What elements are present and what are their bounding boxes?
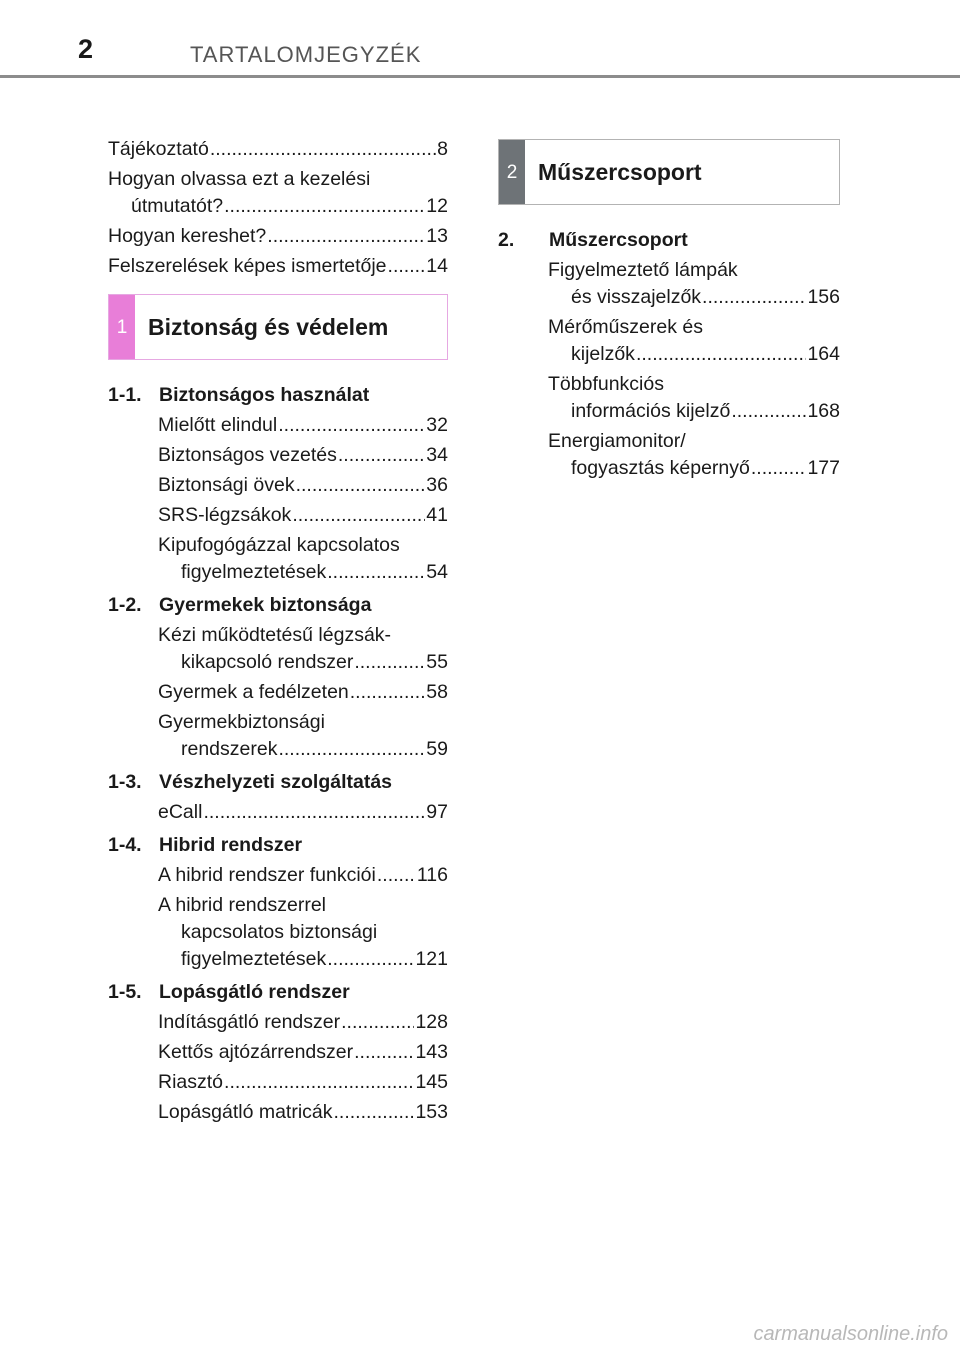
page-ref: 36 — [426, 474, 448, 496]
toc-entry-text: SRS-légzsákok — [158, 504, 292, 526]
dot-leader — [267, 223, 425, 250]
dot-leader — [278, 736, 425, 763]
toc-entry[interactable] — [158, 472, 448, 499]
chapter-2-tab: 2 — [499, 140, 525, 204]
toc-entry-text: Riasztó — [158, 1071, 224, 1093]
toc-entry[interactable] — [158, 502, 448, 529]
dot-leader — [341, 1009, 414, 1036]
dot-leader — [636, 341, 807, 368]
section-entries — [108, 622, 448, 763]
section-number: 1-5. — [108, 981, 142, 1003]
toc-entry-text: Hogyan olvassa ezt a kezelési — [108, 168, 371, 190]
toc-entry-text: kapcsolatos biztonsági — [181, 921, 378, 943]
toc-entry-text: Többfunkciós — [548, 373, 664, 395]
chapter-1-tab: 1 — [109, 295, 135, 359]
toc-entry-text: Energiamonitor/ — [548, 430, 686, 452]
section-entries — [108, 799, 448, 826]
toc-entry-text: Lopásgátló matricák — [158, 1101, 333, 1123]
section-heading[interactable] — [108, 769, 448, 796]
dot-leader — [296, 472, 426, 499]
page-ref: 13 — [426, 225, 448, 247]
toc-entry-text: Kettős ajtózárrendszer — [158, 1041, 354, 1063]
section-entries — [108, 862, 448, 973]
toc-entry-text: Hogyan kereshet? — [108, 225, 267, 247]
toc-entry[interactable] — [548, 371, 840, 425]
section-number: 2. — [498, 229, 515, 251]
page-ref: 116 — [416, 864, 448, 886]
section-title: Műszercsoport — [549, 229, 688, 251]
page-ref: 54 — [426, 561, 448, 583]
chapter-2-sections — [498, 227, 840, 482]
toc-entry[interactable] — [158, 1009, 448, 1036]
chapter-1-banner[interactable] — [108, 294, 448, 360]
page-ref: 97 — [426, 801, 448, 823]
chapter-1-sections — [108, 382, 448, 1126]
chapter-1-title: Biztonság és védelem — [148, 313, 389, 340]
dot-leader — [731, 398, 806, 425]
page-header — [0, 0, 960, 80]
toc-entry-text: A hibrid rendszerrel — [158, 894, 326, 916]
toc-entry[interactable] — [548, 314, 840, 368]
toc-entry[interactable] — [158, 799, 448, 826]
dot-leader — [224, 1069, 414, 1096]
toc-entry[interactable] — [158, 862, 448, 889]
toc-entry-text: kikapcsoló rendszer — [181, 651, 354, 673]
toc-entry[interactable] — [108, 223, 448, 250]
dot-leader — [334, 1099, 415, 1126]
toc-entry-text: Kipufogógázzal kapcsolatos — [158, 534, 400, 556]
toc-entry-text: Gyermekbiztonsági — [158, 711, 325, 733]
toc-entry-text: Felszerelések képes ismertetője — [108, 255, 387, 277]
section-heading[interactable] — [108, 382, 448, 409]
section-title: Vészhelyzeti szolgáltatás — [159, 771, 393, 793]
dot-leader — [751, 455, 807, 482]
running-title: TARTALOMJEGYZÉK — [190, 42, 422, 67]
section-title: Gyermekek biztonsága — [159, 594, 372, 616]
toc-entry[interactable] — [548, 428, 840, 482]
page-ref: 59 — [426, 738, 448, 760]
page-ref: 164 — [807, 343, 840, 365]
toc-entry-text: Indításgátló rendszer — [158, 1011, 341, 1033]
section-heading[interactable] — [498, 227, 840, 254]
page-ref: 121 — [415, 948, 448, 970]
intro-list — [108, 136, 448, 280]
section-heading[interactable] — [108, 979, 448, 1006]
page-ref: 145 — [415, 1071, 448, 1093]
toc-entry-text: rendszerek — [181, 738, 278, 760]
section-number: 1-3. — [108, 771, 142, 793]
chapter-2-title: Műszercsoport — [538, 158, 702, 185]
toc-entry-text: figyelmeztetések — [181, 948, 327, 970]
toc-entry-text: Biztonságos vezetés — [158, 444, 337, 466]
toc-entry[interactable] — [108, 136, 448, 163]
section-title: Biztonságos használat — [159, 384, 370, 406]
chapter-2-banner[interactable] — [498, 139, 840, 205]
toc-entry[interactable] — [158, 442, 448, 469]
section-entries — [498, 257, 840, 482]
toc-entry-text: A hibrid rendszer funkciói — [158, 864, 376, 886]
toc-entry-text: Biztonsági övek — [158, 474, 295, 496]
dot-leader — [327, 946, 414, 973]
page-ref: 34 — [426, 444, 448, 466]
toc-entry-text: Kézi működtetésű légzsák- — [158, 624, 392, 646]
toc-entry[interactable] — [108, 166, 448, 220]
dot-leader — [338, 442, 425, 469]
page-ref: 156 — [807, 286, 840, 308]
page-number: 2 — [78, 34, 94, 64]
toc-entry-text: Tájékoztató — [108, 138, 209, 160]
page-ref: 32 — [426, 414, 448, 436]
page-ref: 55 — [426, 651, 448, 673]
page-ref: 41 — [426, 504, 448, 526]
toc-entry[interactable] — [158, 1099, 448, 1126]
toc-entry[interactable] — [158, 622, 448, 676]
section-number: 1-4. — [108, 834, 142, 856]
dot-leader — [354, 1039, 414, 1066]
page-ref: 153 — [415, 1101, 448, 1123]
watermark: carmanualsonline.info — [753, 1323, 948, 1345]
dot-leader — [388, 253, 426, 280]
dot-leader — [203, 799, 425, 826]
dot-leader — [354, 649, 425, 676]
toc-entry-text: Mérőműszerek és — [548, 316, 703, 338]
toc-entry-text: útmutatót? — [131, 195, 224, 217]
section-entries — [108, 412, 448, 586]
section-number: 1-2. — [108, 594, 142, 616]
toc-entry-text: fogyasztás képernyő — [571, 457, 750, 479]
left-column — [108, 136, 448, 1129]
toc-entry[interactable] — [158, 709, 448, 763]
toc-entry[interactable] — [158, 1039, 448, 1066]
toc-entry[interactable] — [158, 892, 448, 973]
toc-entry-text: eCall — [158, 801, 203, 823]
page-ref: 8 — [437, 138, 448, 160]
dot-leader — [224, 193, 425, 220]
section-heading[interactable] — [108, 592, 448, 619]
section-heading[interactable] — [108, 832, 448, 859]
section-number: 1-1. — [108, 384, 142, 406]
section-entries — [108, 1009, 448, 1126]
page-ref: 177 — [807, 457, 840, 479]
page-ref: 143 — [415, 1041, 448, 1063]
page-ref: 14 — [426, 255, 448, 277]
toc-entry[interactable] — [158, 532, 448, 586]
toc-entry-text: és visszajelzők — [571, 286, 702, 308]
toc-entry[interactable] — [158, 412, 448, 439]
page-ref: 12 — [426, 195, 448, 217]
page-ref: 58 — [426, 681, 448, 703]
toc-entry[interactable] — [158, 679, 448, 706]
page-ref: 168 — [807, 400, 840, 422]
dot-leader — [377, 862, 416, 889]
toc-entry-text: Gyermek a fedélzeten — [158, 681, 349, 703]
dot-leader — [292, 502, 425, 529]
toc-entry-text: Mielőtt elindul — [158, 414, 278, 436]
dot-leader — [327, 559, 425, 586]
section-title: Hibrid rendszer — [159, 834, 303, 856]
dot-leader — [210, 136, 436, 163]
page-ref: 128 — [415, 1011, 448, 1033]
toc-entry-text: Figyelmeztető lámpák — [548, 259, 738, 281]
toc-entry[interactable] — [108, 253, 448, 280]
toc-entry-text: információs kijelző — [571, 400, 731, 422]
dot-leader — [350, 679, 426, 706]
dot-leader — [702, 284, 806, 311]
toc-entry[interactable] — [548, 257, 840, 311]
header-rule — [0, 75, 960, 78]
dot-leader — [278, 412, 425, 439]
toc-entry-text: kijelzők — [571, 343, 635, 365]
right-column — [498, 136, 840, 485]
section-title: Lopásgátló rendszer — [159, 981, 350, 1003]
toc-entry-text: figyelmeztetések — [181, 561, 327, 583]
toc-entry[interactable] — [158, 1069, 448, 1096]
